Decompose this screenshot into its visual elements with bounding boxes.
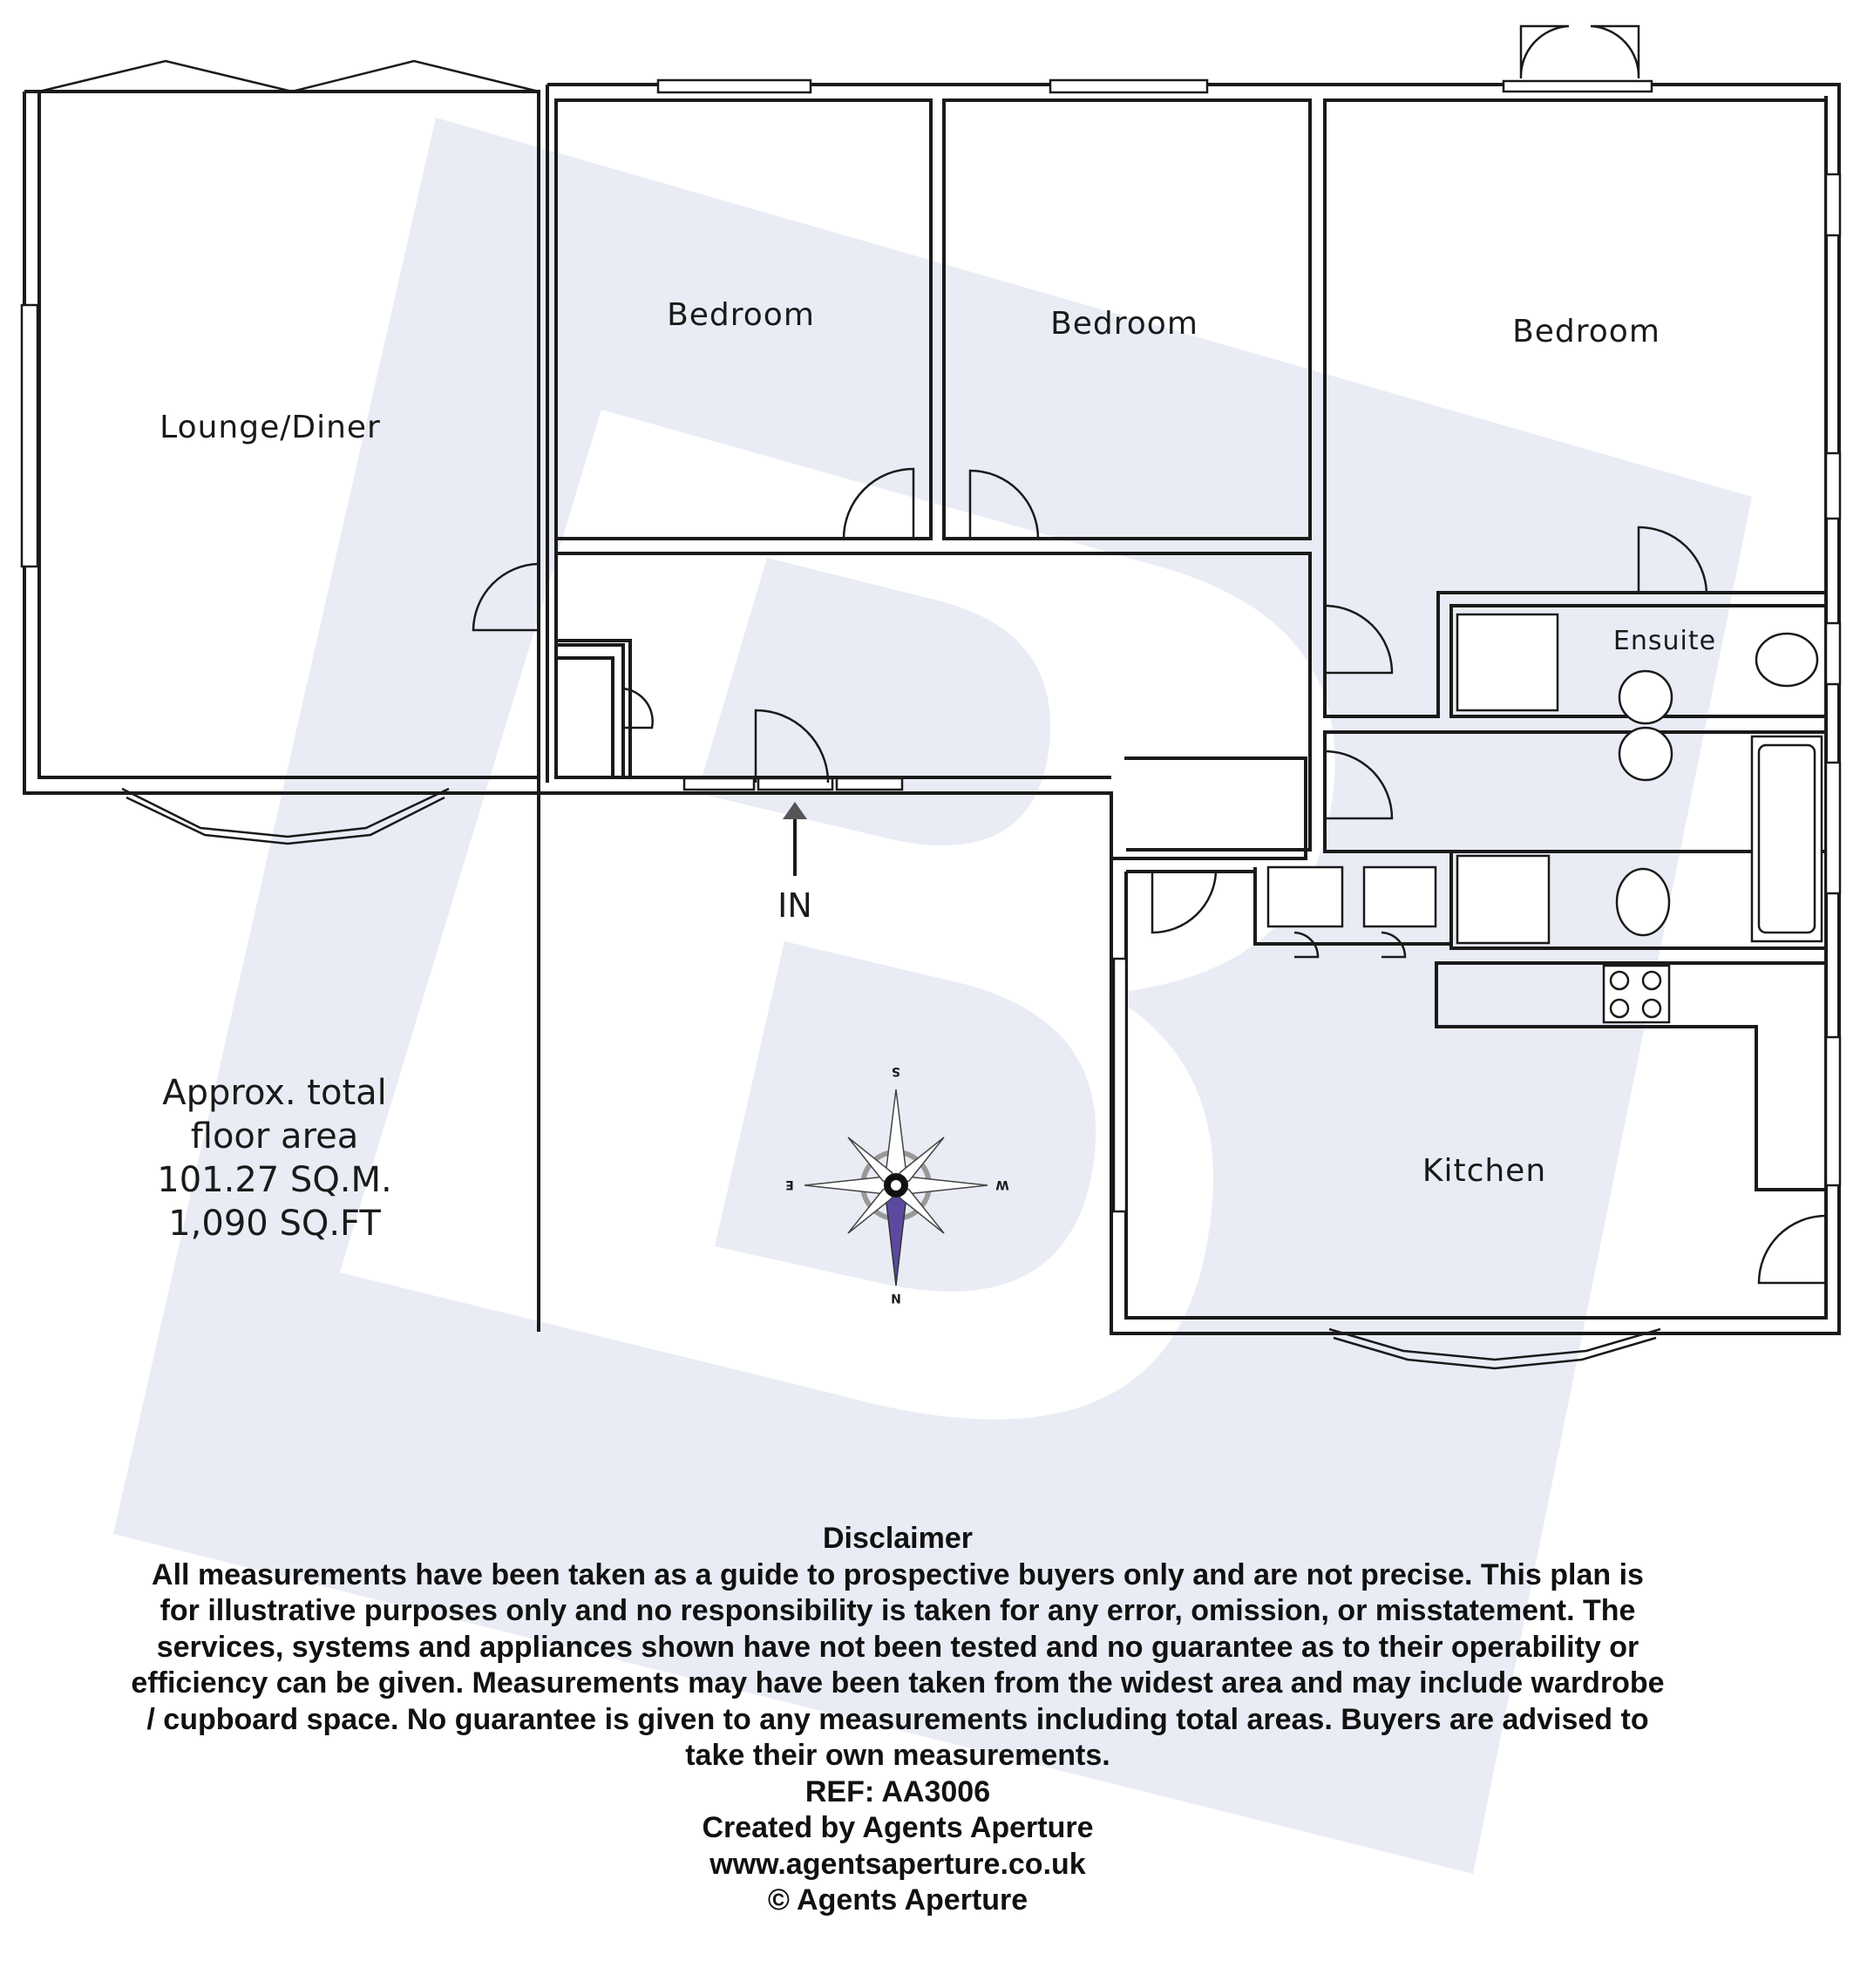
bathroom-basin [1619, 728, 1672, 780]
compass-south: S [891, 1064, 901, 1078]
compass-west: W [995, 1177, 1009, 1191]
disclaimer-line: / cupboard space. No guarantee is given to any measurements including total areas. Buyers are advised to [146, 1702, 1649, 1736]
disclaimer-line: services, systems and appliances shown have not been tested and no guarantee as to their operability or [156, 1630, 1639, 1664]
room-label-lounge: Lounge/Diner [160, 410, 381, 445]
ensuite-basin [1619, 671, 1672, 723]
compass-north: N [891, 1291, 901, 1305]
disclaimer-title: Disclaimer [823, 1522, 973, 1555]
area-line-2: floor area [190, 1116, 359, 1157]
room-label-bedroom-1: Bedroom [667, 297, 815, 333]
disclaimer-block [26, 1521, 1769, 1919]
appliance-cupboard-2 [1364, 867, 1436, 926]
area-line-1: Approx. total [162, 1073, 387, 1113]
ensuite-toilet [1756, 634, 1817, 686]
bathroom-shower [1457, 856, 1549, 943]
copyright: © Agents Aperture [767, 1883, 1028, 1917]
bath-inner [1759, 745, 1815, 933]
disclaimer-line: take their own measurements. [685, 1739, 1110, 1772]
disclaimer-line: for illustrative purposes only and no responsibility is taken for any error, omission, or misstatement. The [160, 1594, 1636, 1627]
area-sqft: 1,090 SQ.FT [168, 1204, 381, 1244]
compass-east: E [785, 1177, 794, 1191]
entrance-label: IN [777, 886, 812, 925]
disclaimer-line: All measurements have been taken as a guide to prospective buyers only and are not precise. This plan is [152, 1557, 1644, 1591]
room-label-bedroom-3: Bedroom [1512, 314, 1660, 349]
room-label-ensuite: Ensuite [1612, 626, 1717, 656]
ensuite-shower [1457, 614, 1558, 710]
disclaimer-line: efficiency can be given. Measurements may have been taken from the widest area and may include wardrobe [131, 1666, 1665, 1700]
website-link[interactable]: www.agentsaperture.co.uk [709, 1847, 1086, 1881]
area-sqm: 101.27 SQ.M. [157, 1160, 392, 1200]
created-by: Created by Agents Aperture [702, 1811, 1094, 1844]
hob [1604, 966, 1669, 1022]
room-label-bedroom-2: Bedroom [1050, 306, 1198, 342]
appliance-cupboard-1 [1268, 867, 1342, 926]
room-label-kitchen: Kitchen [1422, 1153, 1547, 1189]
bathroom-toilet [1617, 869, 1669, 935]
reference-number: REF: AA3006 [804, 1774, 991, 1808]
